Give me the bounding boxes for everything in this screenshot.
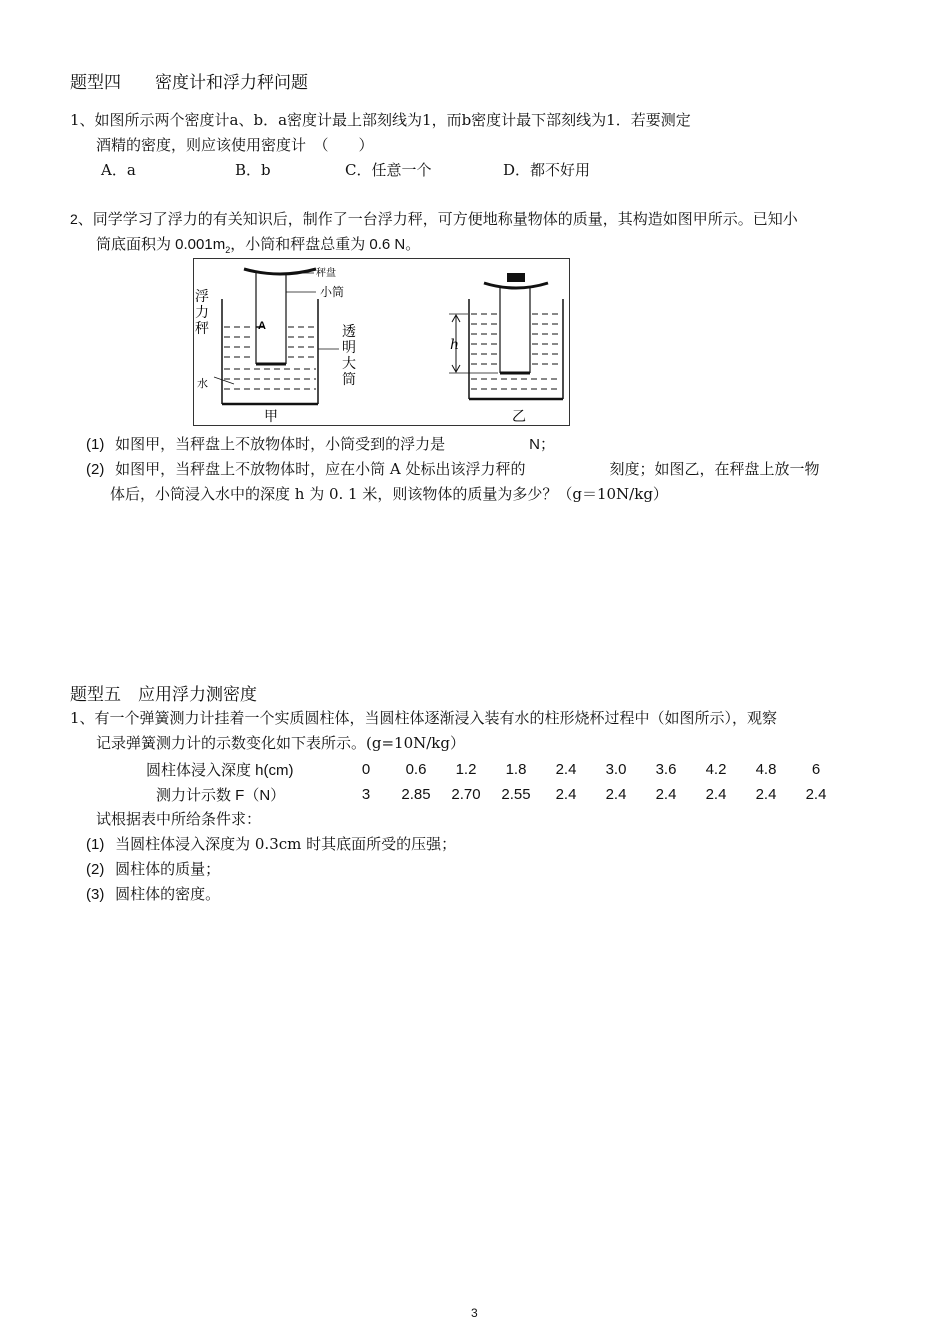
q1-line1: 1、如图所示两个密度计a、b．a密度计最上部刻线为1，而b密度计最下部刻线为1．若要测定 [70,111,691,129]
table-row-force [138,782,841,807]
q2-line2-sub: 2 [225,245,231,255]
table-header-force: 测力计示数 F（N） [156,787,286,804]
s5-sub1-num: (1) [86,836,105,853]
table-cell: 6 [811,761,821,778]
s5-sub2-text: 圆柱体的质量； [115,860,221,878]
table-cell: 2.4 [705,786,727,803]
label-big-tube-char3: 大 [342,355,356,371]
table-cell: 2.4 [605,786,627,803]
s5-sub3-num: (3) [86,886,105,903]
q2-number: 2 [70,211,78,227]
table-cell: 2.4 [555,761,577,778]
q1-option-a: A．a [101,161,136,179]
right-pan [484,283,548,288]
s5-q1-line1: 1、有一个弹簧测力计挂着一个实质圆柱体，当圆柱体逐渐浸入装有水的柱形烧杯过程中（如图所示），观察 [70,709,778,727]
label-water: 水 [197,378,208,390]
label-big-tube-char1: 透 [342,323,356,339]
buoyancy-scale-figure [193,258,570,426]
label-mark-a: A [258,320,266,332]
page-number: 3 [471,1306,478,1320]
table-cell: 2.85 [401,786,431,803]
q2-sub2-num: (2) [86,461,105,478]
figure-drawing [194,259,569,425]
q2-sub1-text-a: 如图甲，当秤盘上不放物体时，小筒受到的浮力是 [115,435,446,453]
section5-title: 题型五 应用浮力测密度 [70,685,257,705]
table-cell: 1.2 [455,761,477,778]
label-big-tube-char4: 筒 [342,371,356,387]
s5-prompt: 试根据表中所给条件求： [96,810,262,828]
label-pan: 秤盘 [316,268,336,279]
label-tube: 小筒 [320,285,345,299]
s5-q1-line2: 记录弹簧测力计的示数变化如下表所示。(g=10N/kg） [96,734,465,752]
table-cell: 2.4 [655,786,677,803]
q1-option-d: D．都不好用 [503,161,591,179]
label-scale-char1: 浮 [195,288,209,304]
right-object [507,273,525,282]
label-scale-char2: 力 [195,304,209,320]
table-cell: 2.4 [805,786,827,803]
table-cell: 2.55 [501,786,531,803]
label-depth-h: h [450,337,460,353]
right-apparatus [449,273,563,399]
table-cell: 3.6 [655,761,677,778]
s5-sub3 [86,883,220,904]
depth-force-table [138,757,841,807]
table-cell: 2.4 [555,786,577,803]
table-cell: 3.0 [605,761,627,778]
q2-line2-a: 筒底面积为 0.001m [96,236,226,253]
q2-line1 [70,208,798,229]
q2-sub2-text-b: 刻度；如图乙，在秤盘上放一物 [609,460,820,478]
q1-option-b: B．b [235,161,271,179]
table-cell: 2.70 [451,786,481,803]
s5-sub2 [86,858,220,879]
q2-line2 [96,233,420,255]
label-scale-char3: 秤 [195,320,209,336]
q2-sub1 [86,433,555,454]
q2-sub1-num: (1) [86,436,105,453]
q2-sub2-line2: 体后，小筒浸入水中的深度 h 为 0. 1 米，则该物体的质量为多少？（g＝10N/kg） [110,485,668,503]
q2-line1-text: 、同学学习了浮力的有关知识后，制作了一台浮力秤，可方便地称量物体的质量，其构造如图甲所示。已知小 [77,210,798,228]
table-cell: 4.8 [755,761,777,778]
table-cell: 3 [361,786,371,803]
table-cell: 0 [361,761,371,778]
s5-sub2-num: (2) [86,861,105,878]
table-header-depth: 圆柱体浸入深度 h(cm) [146,762,294,779]
s5-sub1-text: 当圆柱体浸入深度为 0.3cm 时其底面所受的压强； [115,835,457,853]
table-row-depth [138,757,841,782]
q2-sub2 [86,458,820,479]
s5-sub3-text: 圆柱体的密度。 [115,885,221,903]
q2-sub2-text-a: 如图甲，当秤盘上不放物体时，应在小筒 A 处标出该浮力秤的 [115,460,526,478]
table-cell: 0.6 [405,761,427,778]
label-big-tube-char2: 明 [342,339,356,355]
label-scale-vertical [195,288,209,336]
q2-line2-b: ，小筒和秤盘总重为 0.6 N。 [230,236,421,253]
section4-title: 题型四 密度计和浮力秤问题 [70,73,308,93]
q2-sub1-text-b: N； [529,436,555,453]
caption-yi: 乙 [512,408,526,424]
table-cell: 4.2 [705,761,727,778]
q1-line2: 酒精的密度，则应该使用密度计 （ ） [96,136,374,154]
s5-sub1 [86,833,456,854]
table-cell: 2.4 [755,786,777,803]
caption-jia: 甲 [264,408,278,424]
q1-option-c: C．任意一个 [345,161,432,179]
label-big-tube-vertical [342,323,356,387]
table-cell: 1.8 [505,761,527,778]
